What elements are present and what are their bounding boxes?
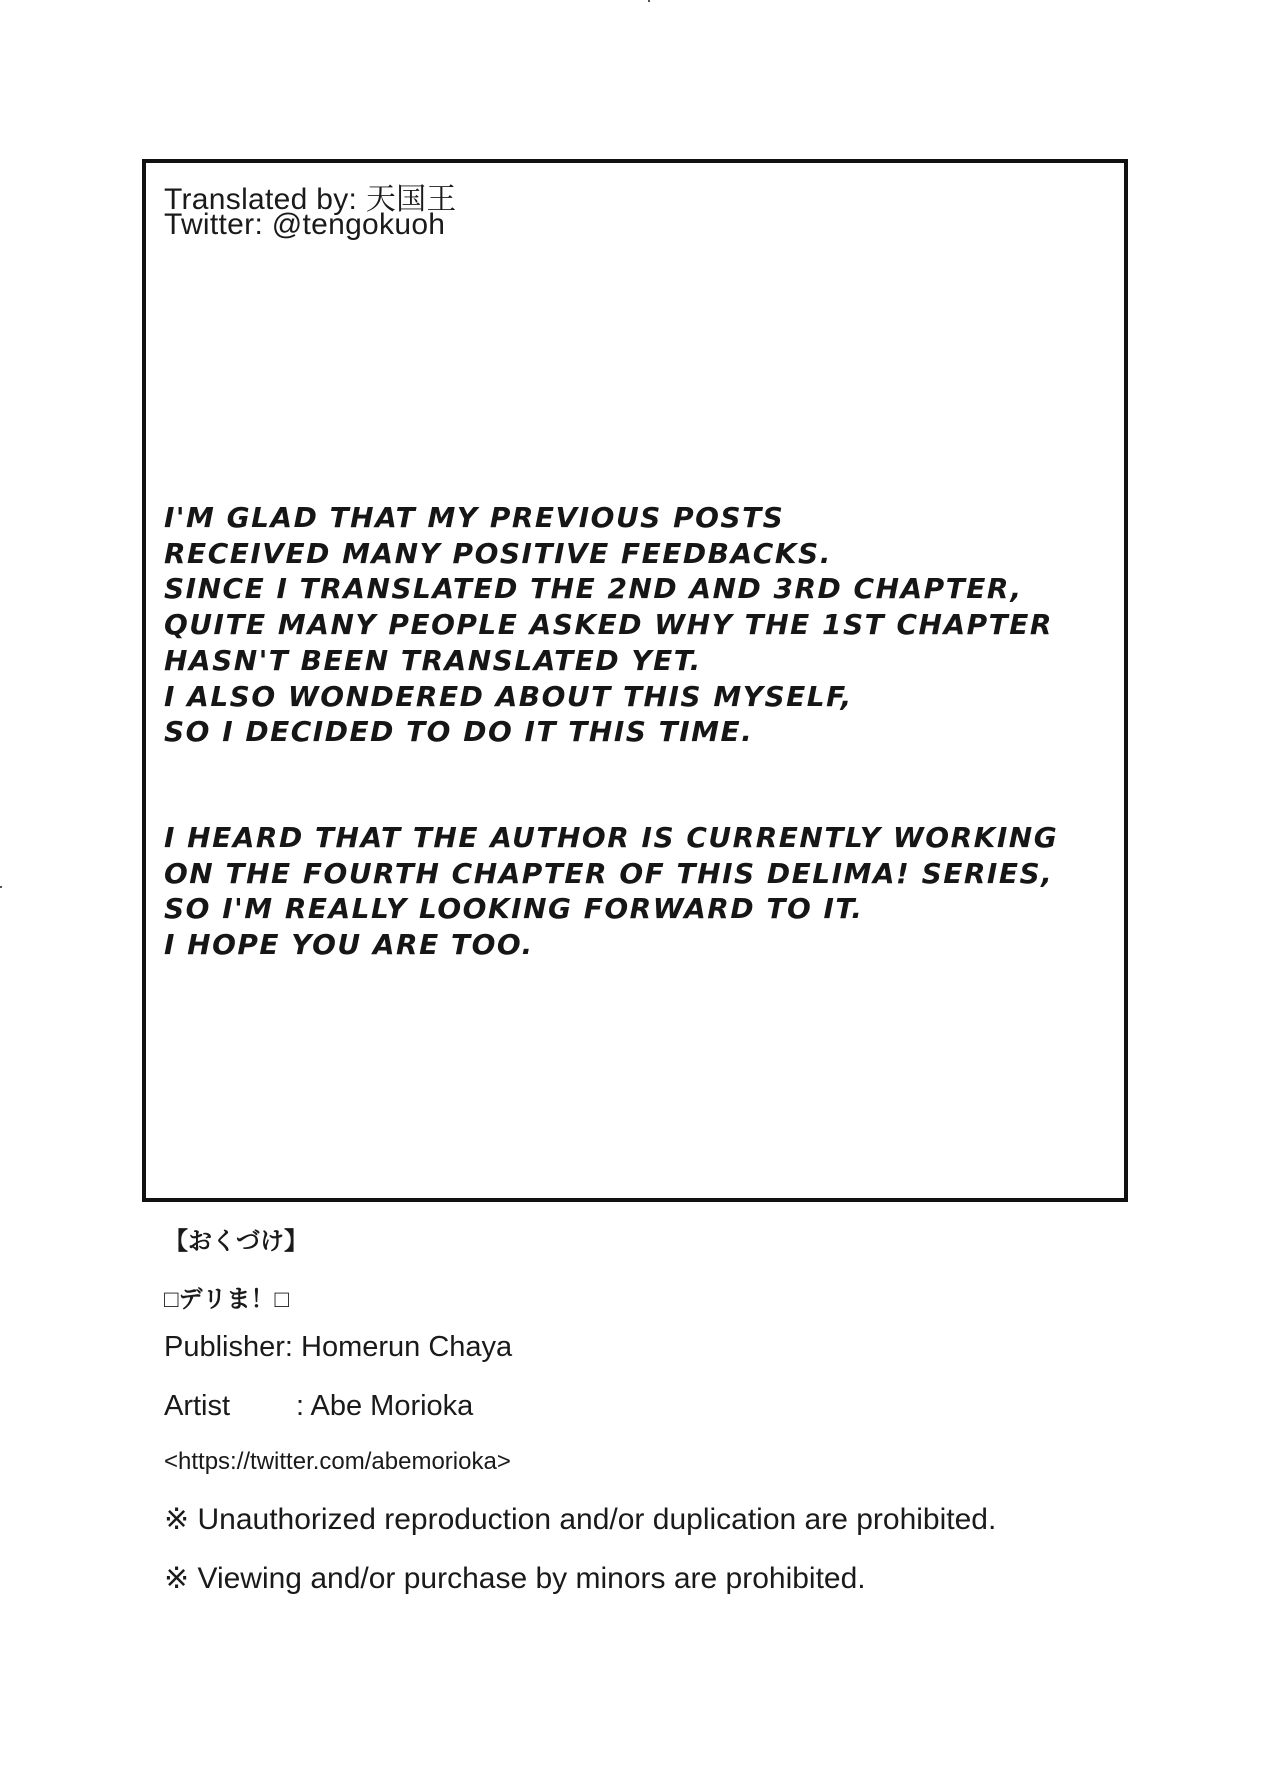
minors-notice: ※ Viewing and/or purchase by minors are prohibited.	[164, 1562, 866, 1595]
translator-twitter: Twitter: @tengokuoh	[164, 208, 446, 241]
colophon-title: □デリま！□	[164, 1286, 289, 1313]
artist-label: Artist	[164, 1390, 231, 1422]
note-line: SINCE I TRANSLATED THE 2ND AND 3RD CHAPTER,	[164, 572, 1023, 606]
note-line: QUITE MANY PEOPLE ASKED WHY THE 1ST CHAPTER	[164, 608, 1053, 642]
note-line: SO I'M REALLY LOOKING FORWARD TO IT.	[164, 892, 864, 926]
note-line: I'M GLAD THAT MY PREVIOUS POSTS	[164, 501, 785, 534]
artist-twitter-url: <https://twitter.com/abemorioka>	[164, 1448, 511, 1475]
colophon-publisher: Publisher: Homerun Chaya	[164, 1331, 513, 1363]
note-line: RECEIVED MANY POSITIVE FEEDBACKS.	[164, 536, 832, 570]
note-line: ON THE FOURTH CHAPTER OF THIS DELIMA! SERIES,	[164, 856, 1054, 890]
colophon-artist	[164, 1390, 473, 1423]
scan-mark-left	[0, 886, 2, 888]
translator-credit: Translated by: 天国王	[164, 183, 457, 216]
note-line: I HOPE YOU ARE TOO.	[164, 928, 534, 962]
artist-value: : Abe Morioka	[296, 1390, 474, 1422]
note-line: I ALSO WONDERED ABOUT THIS MYSELF,	[164, 679, 853, 713]
reproduction-notice: ※ Unauthorized reproduction and/or duplication are prohibited.	[164, 1503, 997, 1536]
colophon-heading: 【おくづけ】	[164, 1228, 308, 1255]
translator-note-paragraph-2	[164, 820, 1058, 963]
note-line: HASN'T BEEN TRANSLATED YET.	[164, 643, 702, 677]
translator-note-paragraph-1	[164, 500, 1053, 750]
note-line: SO I DECIDED TO DO IT THIS TIME.	[164, 715, 754, 749]
note-line: I HEARD THAT THE AUTHOR IS CURRENTLY WORKING	[164, 821, 1059, 854]
scan-mark-top	[648, 0, 650, 2]
